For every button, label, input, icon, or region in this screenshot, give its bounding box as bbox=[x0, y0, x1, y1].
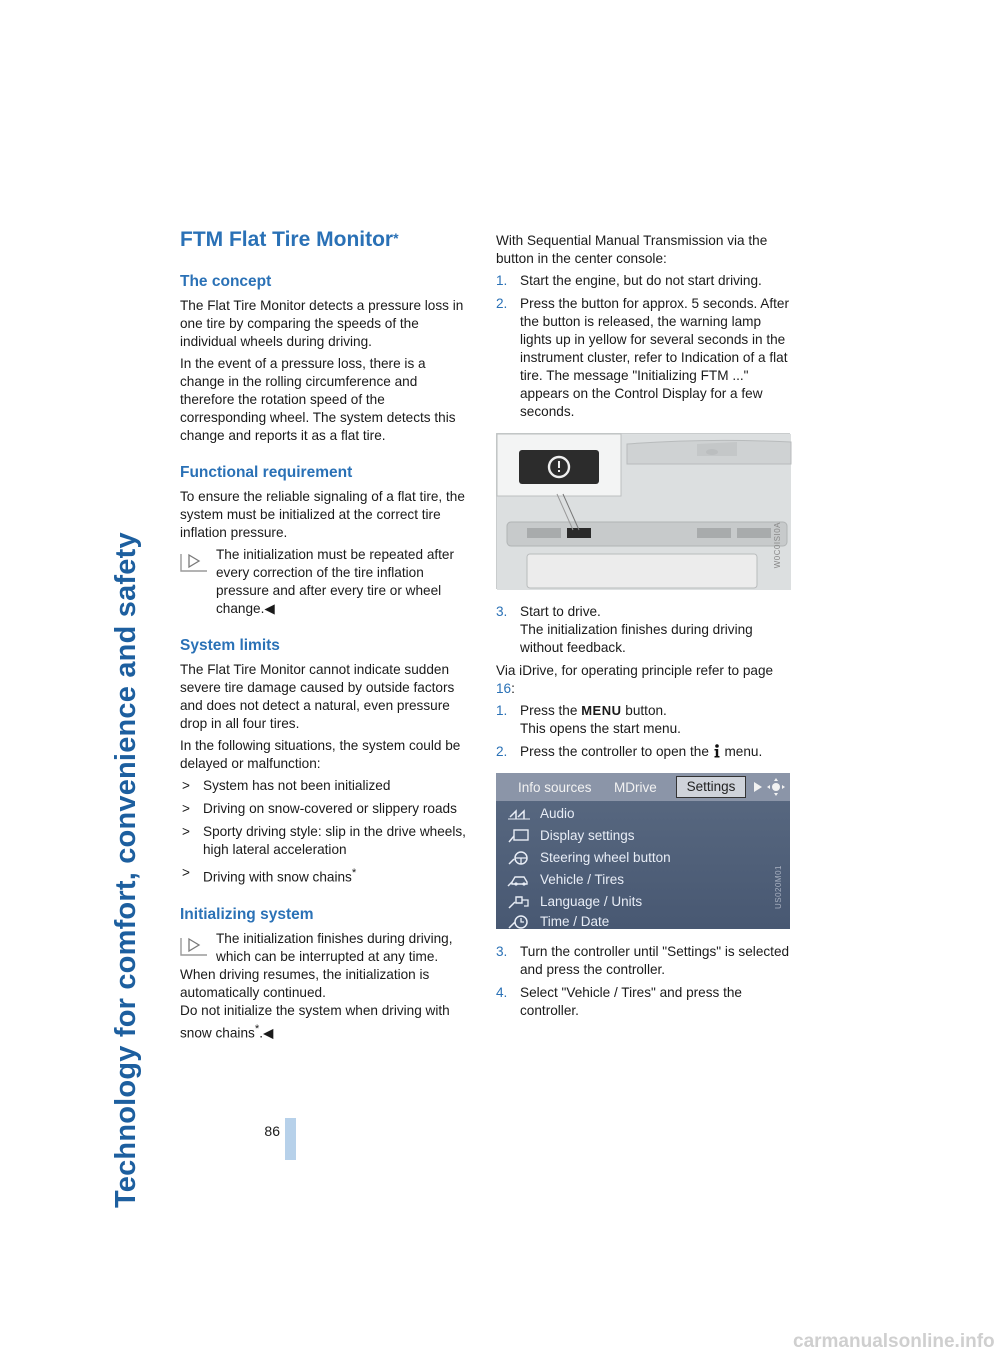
concept-p1: The Flat Tire Monitor detects a pressure loss in one tire by comparing the speeds of the individual wheels during driving. bbox=[180, 298, 464, 349]
info-icon bbox=[713, 744, 721, 758]
list-item: Vehicle / Tires bbox=[496, 869, 790, 891]
init-section bbox=[180, 905, 472, 1043]
list-item: 2. Press the controller to open the menu. bbox=[496, 744, 763, 759]
steering-wheel-icon bbox=[508, 851, 530, 865]
functional-p1: To ensure the reliable signaling of a flat tire, the system must be initialized at the correct tire inflation pressure. bbox=[180, 489, 465, 540]
list-item: > Driving with snow chains* bbox=[182, 865, 357, 885]
concept-p2: In the event of a pressure loss, there is a change in the rolling circumference and therefore the rotation speed of the corresponding wheel. The system detects this change and reports it as a flat tire. bbox=[180, 356, 456, 443]
init-note-b: When driving resumes, the initialization is automatically continued. bbox=[180, 966, 430, 1000]
section-title: FTM Flat Tire Monitor* bbox=[180, 228, 399, 251]
note-icon bbox=[180, 934, 208, 956]
center-console-figure bbox=[496, 433, 790, 589]
sequential-intro: With Sequential Manual Transmission via the button in the center console: bbox=[496, 233, 768, 266]
tab-info-sources: Info sources bbox=[518, 780, 592, 795]
arrow-right-icon bbox=[752, 781, 764, 793]
idrive-tab-bar bbox=[496, 773, 790, 801]
menu-button-label: MENU bbox=[581, 703, 622, 718]
tab-mdrive: MDrive bbox=[614, 780, 657, 795]
functional-heading: Functional requirement bbox=[180, 464, 353, 481]
list-item: 1. Start the engine, but do not start driving. bbox=[496, 273, 762, 288]
idrive-intro: Via iDrive, for operating principle refer to page 16: bbox=[496, 663, 774, 696]
note-box: The initialization finishes during driving, which can be interrupted at any time. When driving resumes, the initialization is automatically continued. Do not initialize the system when driving with snow chains*.◀ bbox=[180, 930, 472, 1043]
controller-icon bbox=[767, 778, 785, 796]
idrive-menu-figure bbox=[496, 773, 790, 929]
list-item: 3. Turn the controller until "Settings" is selected and press the controller. bbox=[496, 944, 790, 977]
init-note-a: The initialization finishes during driving, which can be interrupted at any time. bbox=[216, 930, 453, 964]
center-console-illustration bbox=[497, 434, 791, 590]
list-item: Time / Date bbox=[496, 911, 790, 933]
limits-heading: System limits bbox=[180, 637, 280, 654]
list-item: Language / Units bbox=[496, 891, 790, 913]
left-column bbox=[180, 226, 472, 1060]
list-item: > Driving on snow-covered or slippery roads bbox=[182, 801, 457, 816]
vehicle-icon bbox=[508, 873, 530, 887]
functional-note: The initialization must be repeated after every correction of the tire inflation pressure and after every tire or wheel change. bbox=[216, 547, 455, 616]
list-item: > System has not been initialized bbox=[182, 778, 391, 793]
tab-settings: Settings bbox=[676, 776, 746, 798]
limits-p1: The Flat Tire Monitor cannot indicate sudden severe tire damage caused by outside factors and does not detect a natural, even pressure drop in all four tires. bbox=[180, 662, 455, 731]
init-heading: Initializing system bbox=[180, 905, 314, 923]
list-item: 4. Select "Vehicle / Tires" and press the controller. bbox=[496, 985, 742, 1018]
functional-section bbox=[180, 463, 472, 618]
display-icon bbox=[508, 829, 530, 843]
list-item: 2. Press the button for approx. 5 seconds. After the button is released, the warning lamp lights up in yellow for several seconds in the instrument cluster, refer to Indication of a flat tire. The message "Initializing FTM ..." appears on the Control Display for a few seconds. bbox=[496, 296, 790, 419]
list-item: 1. Press the MENU button. This opens the start menu. bbox=[496, 703, 681, 736]
page-marker-bar bbox=[285, 1118, 296, 1160]
list-item: Steering wheel button bbox=[496, 847, 790, 869]
concept-heading: The concept bbox=[180, 273, 272, 290]
note-icon bbox=[180, 550, 208, 572]
limits-section bbox=[180, 636, 472, 887]
limits-p2: In the following situations, the system could be delayed or malfunction: bbox=[180, 738, 461, 771]
language-icon bbox=[508, 895, 530, 909]
page-number: 86 bbox=[264, 1123, 280, 1139]
chapter-title: Technology for comfort, convenience and safety bbox=[110, 532, 142, 1208]
list-item: > Sporty driving style: slip in the drive wheels, high lateral acceleration bbox=[182, 824, 466, 857]
steps-list-a bbox=[496, 272, 790, 421]
list-item: Audio bbox=[496, 803, 790, 825]
figure-code: US020M01 bbox=[774, 864, 783, 909]
figure-code: W0C0ISI0A bbox=[773, 521, 782, 568]
note-box: The initialization must be repeated after every correction of the tire inflation pressure and after every tire or wheel change.◀ bbox=[180, 546, 472, 618]
limits-list bbox=[180, 777, 472, 887]
list-item: 3. Start to drive. The initialization finishes during driving without feedback. bbox=[496, 604, 753, 655]
page-link[interactable]: 16 bbox=[496, 681, 512, 696]
list-item: Display settings bbox=[496, 825, 790, 847]
steps-list-b bbox=[496, 603, 790, 657]
watermark: carmanualsonline.info bbox=[793, 1331, 995, 1352]
steps-list-c bbox=[496, 702, 790, 761]
audio-icon bbox=[508, 807, 530, 821]
clock-icon bbox=[508, 915, 530, 929]
steps-list-d bbox=[496, 943, 790, 1020]
init-note-c: Do not initialize the system when driving with snow chains bbox=[180, 1002, 450, 1041]
concept-section bbox=[180, 272, 472, 445]
right-column bbox=[496, 232, 790, 1025]
